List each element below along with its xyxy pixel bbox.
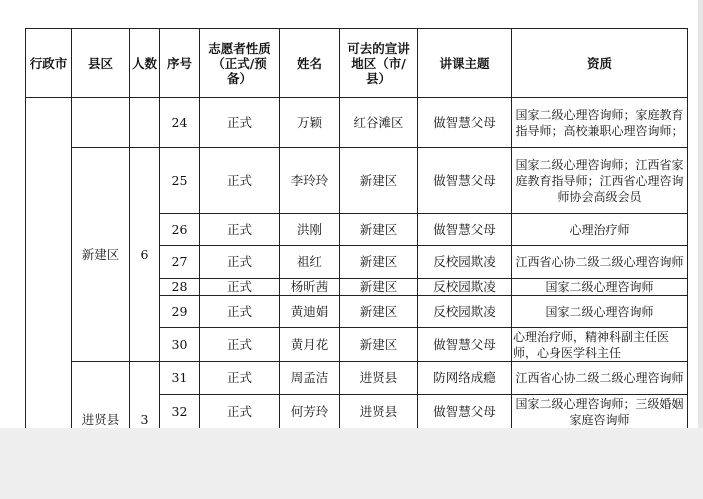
area-cell: 红谷滩区 xyxy=(340,98,418,148)
name-cell: 杨昕茜 xyxy=(280,279,340,296)
name-cell: 何芳玲 xyxy=(280,395,340,429)
count-cell: 3 xyxy=(130,362,160,429)
header-seq: 序号 xyxy=(160,29,200,98)
name-cell: 洪刚 xyxy=(280,214,340,246)
header-qual: 资质 xyxy=(512,29,688,98)
area-cell: 新建区 xyxy=(340,296,418,328)
nature-cell: 正式 xyxy=(200,246,280,279)
topic-cell: 做智慧父母 xyxy=(418,214,512,246)
header-name: 姓名 xyxy=(280,29,340,98)
count-cell: 6 xyxy=(130,148,160,362)
name-cell: 周孟洁 xyxy=(280,362,340,395)
table-row xyxy=(26,362,688,395)
nature-cell: 正式 xyxy=(200,279,280,296)
area-cell: 进贤县 xyxy=(340,395,418,429)
header-nature: 志愿者性质（正式/预备） xyxy=(200,29,280,98)
qual-cell: 国家二级心理咨询师；江西省家庭教育指导师；江西省心理咨询师协会高级会员 xyxy=(512,148,688,214)
volunteer-table xyxy=(25,28,688,428)
topic-cell: 防网络成瘾 xyxy=(418,362,512,395)
table-row xyxy=(26,148,688,214)
qual-cell: 江西省心协二级二级心理咨询师 xyxy=(512,362,688,395)
header-row xyxy=(26,29,688,98)
nature-cell: 正式 xyxy=(200,214,280,246)
scrollbar-track[interactable] xyxy=(698,0,703,428)
nature-cell: 正式 xyxy=(200,362,280,395)
viewer-background xyxy=(0,428,703,499)
qual-cell: 国家二级心理咨询师；三级婚姻家庭咨询师 xyxy=(512,395,688,429)
area-cell: 新建区 xyxy=(340,246,418,279)
nature-cell: 正式 xyxy=(200,395,280,429)
qual-cell: 国家二级心理咨询师；家庭教育指导师；高校兼职心理咨询师； xyxy=(512,98,688,148)
seq-cell: 28 xyxy=(160,279,200,296)
area-cell: 新建区 xyxy=(340,279,418,296)
header-topic: 讲课主题 xyxy=(418,29,512,98)
name-cell: 黄迪娟 xyxy=(280,296,340,328)
seq-cell: 30 xyxy=(160,328,200,362)
nature-cell: 正式 xyxy=(200,296,280,328)
header-region: 行政市 xyxy=(26,29,72,98)
nature-cell: 正式 xyxy=(200,328,280,362)
county-cell: 进贤县 xyxy=(72,362,130,429)
qual-cell: 心理治疗师，精神科副主任医师，心身医学科主任 xyxy=(512,328,688,362)
topic-cell: 反校园欺凌 xyxy=(418,296,512,328)
qual-cell: 国家二级心理咨询师 xyxy=(512,296,688,328)
topic-cell: 做智慧父母 xyxy=(418,395,512,429)
table-row xyxy=(26,98,688,148)
area-cell: 新建区 xyxy=(340,214,418,246)
seq-cell: 24 xyxy=(160,98,200,148)
header-county: 县区 xyxy=(72,29,130,98)
qual-cell: 心理治疗师 xyxy=(512,214,688,246)
header-area: 可去的宣讲地区（市/县） xyxy=(340,29,418,98)
name-cell: 黄月花 xyxy=(280,328,340,362)
seq-cell: 27 xyxy=(160,246,200,279)
topic-cell: 做智慧父母 xyxy=(418,148,512,214)
area-cell: 新建区 xyxy=(340,328,418,362)
topic-cell: 做智慧父母 xyxy=(418,328,512,362)
nature-cell: 正式 xyxy=(200,148,280,214)
region-cell xyxy=(26,98,72,429)
topic-cell: 反校园欺凌 xyxy=(418,246,512,279)
county-cell: 新建区 xyxy=(72,148,130,362)
header-count: 人数 xyxy=(130,29,160,98)
area-cell: 新建区 xyxy=(340,148,418,214)
count-cell xyxy=(130,98,160,148)
county-cell xyxy=(72,98,130,148)
seq-cell: 26 xyxy=(160,214,200,246)
topic-cell: 做智慧父母 xyxy=(418,98,512,148)
name-cell: 李玲玲 xyxy=(280,148,340,214)
seq-cell: 25 xyxy=(160,148,200,214)
topic-cell: 反校园欺凌 xyxy=(418,279,512,296)
nature-cell: 正式 xyxy=(200,98,280,148)
seq-cell: 29 xyxy=(160,296,200,328)
area-cell: 进贤县 xyxy=(340,362,418,395)
seq-cell: 31 xyxy=(160,362,200,395)
name-cell: 祖红 xyxy=(280,246,340,279)
qual-cell: 国家二级心理咨询师 xyxy=(512,279,688,296)
name-cell: 万颖 xyxy=(280,98,340,148)
seq-cell: 32 xyxy=(160,395,200,429)
qual-cell: 江西省心协二级二级心理咨询师 xyxy=(512,246,688,279)
